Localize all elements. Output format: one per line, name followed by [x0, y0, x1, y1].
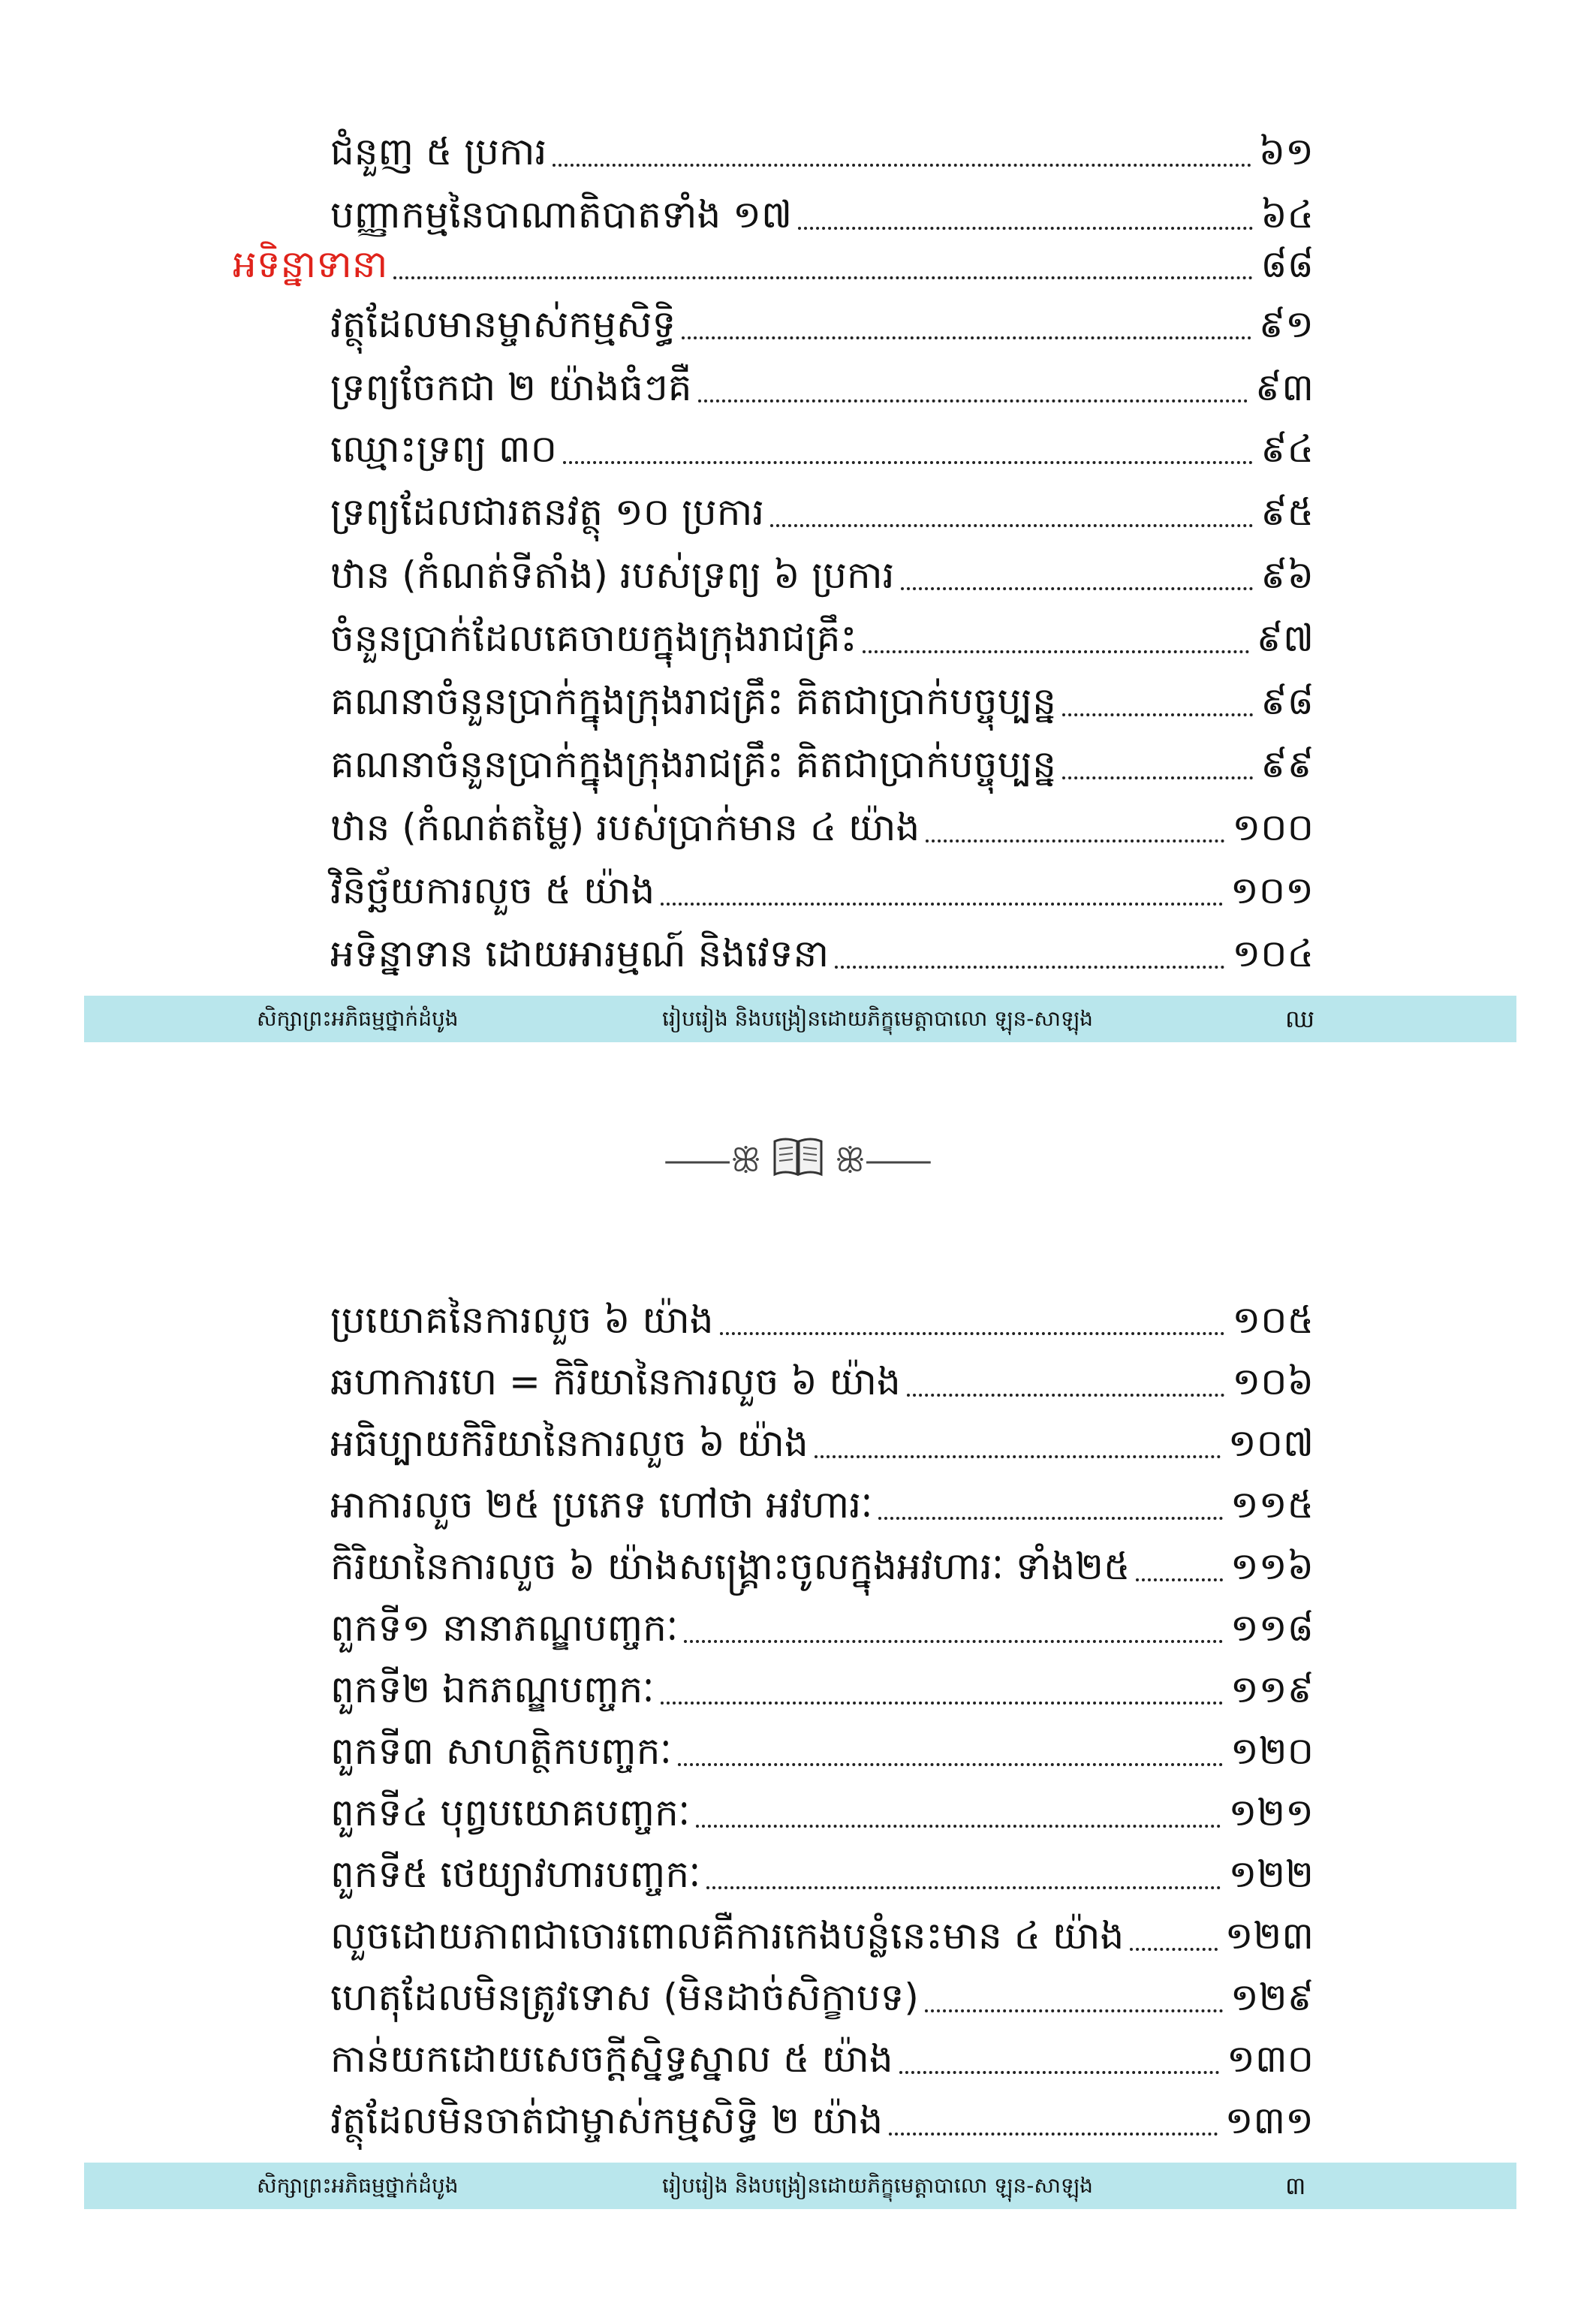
toc-entry: [330, 2089, 1314, 2152]
toc-entry-page: ១៣០: [1227, 2037, 1314, 2081]
toc-entry-page: ៦៤: [1260, 193, 1314, 237]
toc-entry-page: ១០៦: [1232, 1360, 1314, 1403]
toc-entry-page: ៩៨: [1260, 680, 1314, 723]
dot-leader: [1130, 1948, 1217, 1951]
dot-leader: [901, 587, 1254, 590]
dot-leader: [907, 1394, 1225, 1397]
toc-entry-page: ១២០: [1230, 1729, 1314, 1773]
dot-leader: [684, 1640, 1223, 1643]
toc-entry-title: អាការលួច ២៥ ប្រភេទ ហៅថា អវហារៈ: [330, 1483, 873, 1527]
toc-entry: [330, 481, 1314, 544]
toc-entry-page: ៩៥: [1260, 490, 1314, 534]
toc-entry: [330, 1781, 1314, 1844]
dot-leader: [393, 276, 1253, 279]
dot-leader: [720, 1332, 1225, 1335]
toc-entry: [330, 417, 1314, 481]
right-flourish: ꕥ⸺: [835, 1141, 932, 1180]
toc-entry: [330, 1843, 1314, 1906]
toc-entry: [330, 733, 1314, 796]
toc-entry-title: ឆហាការហេ = កិរិយានៃការលួច ៦ យ៉ាង: [330, 1360, 901, 1403]
toc-entry-title: ពួកទី១ នានាភណ្ឌបញ្ចកៈ: [330, 1606, 679, 1650]
toc-entry-title: ពួកទី៤ បុព្វបយោគបញ្ចកៈ: [330, 1791, 691, 1834]
dot-leader: [678, 1763, 1223, 1766]
dot-leader: [878, 1517, 1223, 1520]
toc-entry: [330, 293, 1314, 356]
toc-entry: [330, 1658, 1314, 1721]
toc-entry-page: ១០៧: [1227, 1421, 1314, 1465]
toc-entry-title: គណនាចំនួនប្រាក់ក្នុងក្រុងរាជគ្រឹះ គិតជាប្រាក់បច្ចុប្បន្ន: [330, 743, 1056, 786]
toc-entry-title: វត្ថុដែលមិនចាត់ជាម្ចាស់កម្មសិទ្ធិ ២ យ៉ាង: [330, 2099, 884, 2142]
toc-entry-title: ទ្រព្យចែកជា ២ យ៉ាងធំៗគឺ: [330, 366, 692, 409]
dot-leader: [1136, 1578, 1223, 1581]
toc-entry-page: ៩១: [1258, 303, 1314, 346]
toc-entry: [330, 1350, 1314, 1413]
toc-entry: [330, 1904, 1314, 1967]
footer-author: រៀបរៀង និងបង្រៀនដោយភិក្ខុមេត្តាបាលោ ឡុន-សាឡុង: [662, 1006, 1093, 1031]
dot-leader: [698, 399, 1248, 402]
toc-entry-page: ១១៨: [1230, 1606, 1314, 1650]
toc-entry-page: ១៣១: [1224, 2099, 1314, 2142]
dot-leader: [696, 1825, 1221, 1828]
dot-leader: [1062, 776, 1253, 779]
toc-entry-title: អទិន្នាទានា: [233, 243, 388, 286]
toc-entry: [330, 607, 1314, 670]
toc-entry-page: ៩៣: [1254, 366, 1314, 409]
toc-entry-page: ១២៩: [1230, 1976, 1314, 2019]
toc-entry-title: ចំនួនប្រាក់ដែលគេចាយក្នុងក្រុងរាជគ្រឹះ: [330, 616, 857, 660]
toc-entry-title: កាន់យកដោយសេចក្តីស្និទ្ធស្នាល ៥ យ៉ាង: [330, 2037, 893, 2081]
dot-leader: [835, 966, 1224, 969]
footer-author: រៀបរៀង និងបង្រៀនដោយភិក្ខុមេត្តាបាលោ ឡុន-សាឡុង: [662, 2173, 1093, 2198]
toc-entry-title: ទ្រព្យដែលជារតនវត្ថុ ១០ ប្រការ: [330, 490, 765, 534]
dot-leader: [563, 461, 1253, 464]
toc-entry: [330, 922, 1314, 985]
toc-entry-title: ជំនួញ ៥ ប្រការ: [330, 130, 547, 173]
toc-entry-page: ១១៩: [1230, 1668, 1314, 1711]
toc-entry-page: ១១៥: [1230, 1483, 1314, 1527]
dot-leader: [770, 524, 1253, 527]
footer-book-title: សិក្សាព្រះអភិធម្មថ្នាក់ដំបូង: [257, 1006, 459, 1031]
dot-leader: [798, 227, 1253, 230]
footer-page-number: ឈ: [1285, 1005, 1315, 1033]
dot-leader: [661, 1702, 1223, 1705]
toc-entry-title: ពួកទី២ ឯកភណ្ឌបញ្ចកៈ: [330, 1668, 655, 1711]
toc-entry-page: ១០១: [1230, 869, 1314, 912]
toc-entry-page: ១០៤: [1232, 932, 1314, 975]
page-footer: [84, 996, 1516, 1042]
toc-entry-title: លួចដោយភាពជាចោរពោលគឺការកេងបន្លំនេះមាន ៤ យ៉ាង: [330, 1914, 1125, 1958]
left-flourish: ⸺ꕥ: [664, 1141, 761, 1180]
toc-entry: [330, 2027, 1314, 2090]
toc-entry-title: គណនាចំនួនប្រាក់ក្នុងក្រុងរាជគ្រឹះ គិតជាប្រាក់បច្ចុប្បន្ន: [330, 680, 1056, 723]
dot-leader: [682, 336, 1251, 339]
toc-entry-title: ប្រយោគនៃការលួច ៦ យ៉ាង: [330, 1298, 714, 1342]
section-divider: [0, 1126, 1596, 1194]
dot-leader: [889, 2133, 1217, 2136]
toc-entry-title: អធិប្បាយកិរិយានៃការលួច ៦ យ៉ាង: [330, 1421, 809, 1465]
toc-entry-title: កិរិយានៃការលួច ៦ យ៉ាងសង្គ្រោះចូលក្នុងអវហារៈ ទាំង២៥: [330, 1545, 1131, 1588]
toc-entry: [330, 1289, 1314, 1352]
toc-entry-page: ១២១: [1228, 1791, 1314, 1834]
toc-entry: [330, 1720, 1314, 1783]
toc-entry-title: ពួកទី៣ សាហត្ថិកបញ្ចកៈ: [330, 1729, 672, 1773]
toc-section-heading: [233, 233, 1314, 296]
toc-entry-page: ៩៦: [1260, 553, 1314, 597]
footer-book-title: សិក្សាព្រះអភិធម្មថ្នាក់ដំបូង: [257, 2173, 459, 2198]
toc-entry-title: ឈ្មោះទ្រព្យ ៣០: [330, 427, 558, 471]
toc-entry-page: ១០៥: [1232, 1298, 1314, 1342]
toc-entry-title: ពួកទី៥ ថេយ្យាវហារបញ្ចកៈ: [330, 1852, 701, 1896]
toc-entry-page: ១២២: [1228, 1852, 1314, 1896]
toc-entry-title: ហេតុដែលមិនត្រូវទោស (មិនដាច់សិក្ខាបទ): [330, 1976, 919, 2019]
page-footer: [84, 2163, 1516, 2209]
toc-entry: [330, 1596, 1314, 1659]
toc-entry-page: ៨៨: [1260, 243, 1314, 286]
dot-leader: [815, 1455, 1221, 1458]
toc-entry: [330, 120, 1314, 183]
toc-entry-page: ១១៦: [1230, 1545, 1314, 1588]
toc-entry-page: ៩៩: [1260, 743, 1314, 786]
toc-entry: [330, 796, 1314, 859]
toc-entry-page: ១២៣: [1224, 1914, 1314, 1958]
toc-entry: [330, 1412, 1314, 1475]
toc-entry-page: ៦១: [1258, 130, 1314, 173]
dot-leader: [706, 1886, 1221, 1889]
toc-entry-page: ៩៧: [1256, 616, 1314, 660]
dot-leader: [926, 840, 1224, 843]
toc-entry-page: ៩៤: [1260, 427, 1314, 471]
toc-entry: [330, 356, 1314, 419]
toc-entry-title: ឋាន (កំណត់តម្លៃ) របស់ប្រាក់មាន ៤ យ៉ាង: [330, 806, 920, 849]
toc-entry-title: បញ្ញាកម្មនៃបាណាតិបាតទាំង ១៧: [330, 193, 793, 237]
toc-entry: [330, 544, 1314, 607]
toc-entry: [330, 1535, 1314, 1598]
dot-leader: [661, 903, 1223, 906]
dot-leader: [1062, 713, 1253, 716]
toc-entry-title: អទិន្នាទាន ដោយអារម្មណ៍ និងវេទនា: [330, 932, 830, 975]
dot-leader: [553, 164, 1251, 167]
toc-entry-title: វិនិច្ឆ័យការលួច ៥ យ៉ាង: [330, 869, 655, 912]
toc-entry-title: វត្ថុដែលមានម្ចាស់កម្មសិទ្ធិ: [330, 303, 676, 346]
dot-leader: [863, 650, 1248, 653]
footer-page-number: ៣: [1285, 2172, 1306, 2200]
toc-entry: [330, 1473, 1314, 1536]
toc-entry: [330, 1966, 1314, 2029]
toc-entry-title: ឋាន (កំណត់ទីតាំង) របស់ទ្រព្យ ៦ ប្រការ: [330, 553, 895, 597]
toc-entry: [330, 670, 1314, 733]
dot-leader: [899, 2071, 1219, 2074]
dot-leader: [925, 2009, 1223, 2012]
toc-entry-page: ១០០: [1232, 806, 1314, 849]
book-icon: [772, 1135, 824, 1186]
toc-entry: [330, 859, 1314, 922]
